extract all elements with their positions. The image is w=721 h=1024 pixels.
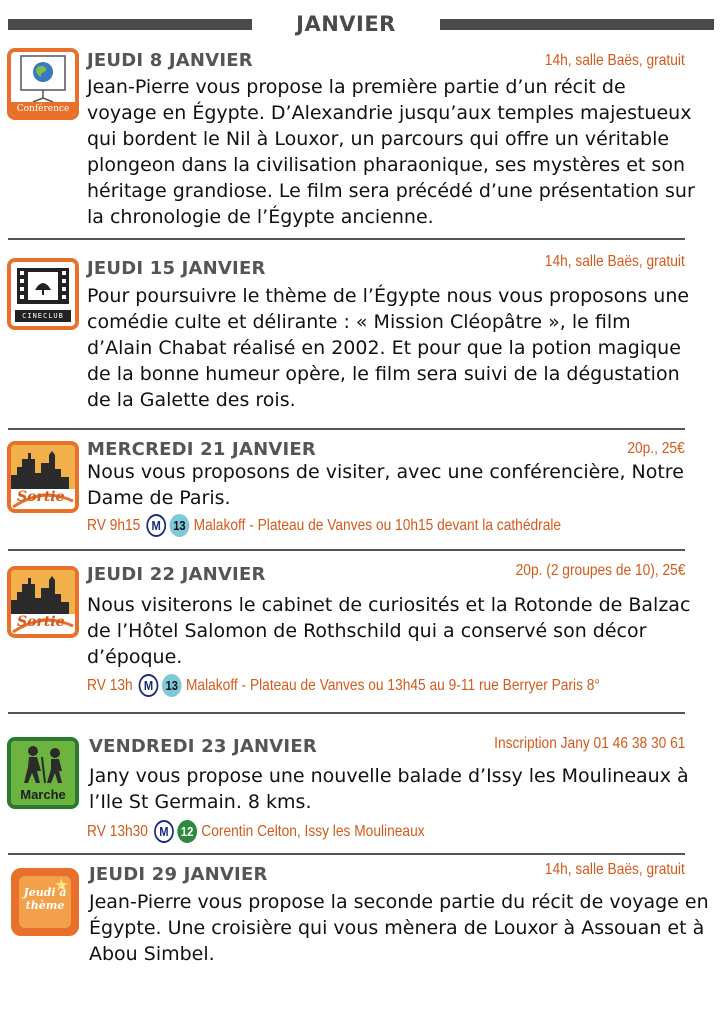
event-description: Nous visiterons le cabinet de curiosités et la Rotonde de Balzac de l’Hôtel Salomon de Rothschild qui a conservé son décor d’époque. <box>87 594 691 668</box>
separator <box>8 238 685 240</box>
conference-icon <box>7 48 79 120</box>
rv-place: Malakoff - Plateau de Vanves ou 13h45 au 9-11 rue Berryer Paris 8° <box>185 676 600 694</box>
event-meta: 14h, salle Baës, gratuit <box>545 253 685 270</box>
separator <box>8 712 685 714</box>
header-bar-right <box>440 19 714 30</box>
rv-time: RV 13h <box>87 676 133 694</box>
rv-time: RV 9h15 <box>87 516 141 534</box>
event-date: JEUDI 22 JANVIER <box>87 564 266 585</box>
rv-time: RV 13h30 <box>87 822 148 840</box>
metro-line-badge: 13 <box>170 514 190 537</box>
marche-icon <box>7 737 79 809</box>
rv-place: Malakoff - Plateau de Vanves ou 10h15 devant la cathédrale <box>193 516 562 534</box>
event-meta: 14h, salle Baës, gratuit <box>545 861 685 878</box>
metro-icon: M <box>139 674 159 697</box>
metro-line-badge: 13 <box>162 674 182 697</box>
sortie-icon <box>7 566 79 638</box>
event-meta: Inscription Jany 01 46 38 30 61 <box>493 735 685 752</box>
metro-icon: M <box>154 820 174 843</box>
event-date: JEUDI 29 JANVIER <box>89 864 268 885</box>
rendezvous-info <box>87 514 561 537</box>
event-description: Pour poursuivre le thème de l’Égypte nous vous proposons une comédie culte et délirante : « Mission Cléopâtre », le film d’Alain Chabat réalisé en 2002. Et pour que la potion magique de la bonne humeur opère, le film sera suivi de la dégustation de la Galette des rois. <box>87 285 690 411</box>
jeudi-a-theme-icon <box>11 868 79 936</box>
event-date: MERCREDI 21 JANVIER <box>87 439 316 460</box>
event-date: JEUDI 15 JANVIER <box>87 258 266 279</box>
metro-line-badge: 12 <box>177 820 197 843</box>
header-bar-left <box>8 19 252 30</box>
event-description: Jean-Pierre vous propose la première partie d’un récit de voyage en Égypte. D’Alexandrie jusqu’aux temples majestueux qui bordent le Nil à Louxor, un parcours qui offre un véritable plongeon dans la civilisation pharaonique, ses mystères et son héritage grandiose. Le film sera précédé d’une présentation sur la chronologie de l’Égypte ancienne. <box>87 76 695 228</box>
month-header <box>0 12 721 42</box>
event-description: Nous vous proposons de visiter, avec une conférencière, Notre Dame de Paris. <box>87 461 684 509</box>
separator <box>8 853 685 855</box>
event-date: JEUDI 8 JANVIER <box>87 50 253 71</box>
event-description: Jany vous propose une nouvelle balade d’Issy les Moulineaux à l’Ile St Germain. 8 kms. <box>89 765 689 813</box>
event-meta: 20p. (2 groupes de 10), 25€ <box>515 562 685 579</box>
cineclub-icon-label: CINECLUB <box>22 312 64 320</box>
rendezvous-info <box>87 820 425 843</box>
metro-icon: M <box>146 514 166 537</box>
rendezvous-info <box>87 674 600 697</box>
sortie-icon <box>7 441 79 513</box>
sortie-icon-label: Sortie <box>17 489 65 505</box>
event-description: Jean-Pierre vous propose la seconde partie du récit de voyage en Égypte. Une croisière qui vous mènera de Louxor à Assouan et à Abou Simbel. <box>89 891 709 965</box>
marche-icon-label: Marche <box>20 787 66 802</box>
event-meta: 20p., 25€ <box>627 440 685 457</box>
sortie-icon-label: Sortie <box>17 614 65 630</box>
separator <box>8 428 685 430</box>
event-date: VENDREDI 23 JANVIER <box>89 736 317 757</box>
rv-place: Corentin Celton, Issy les Moulineaux <box>201 822 425 840</box>
month-title: JANVIER <box>296 12 396 36</box>
conference-icon-label: Conférence <box>16 104 70 114</box>
jeudi-a-theme-icon-label: Jeudi à thème <box>23 886 67 912</box>
separator <box>8 549 685 551</box>
cineclub-icon <box>7 258 79 330</box>
event-meta: 14h, salle Baës, gratuit <box>545 52 685 69</box>
